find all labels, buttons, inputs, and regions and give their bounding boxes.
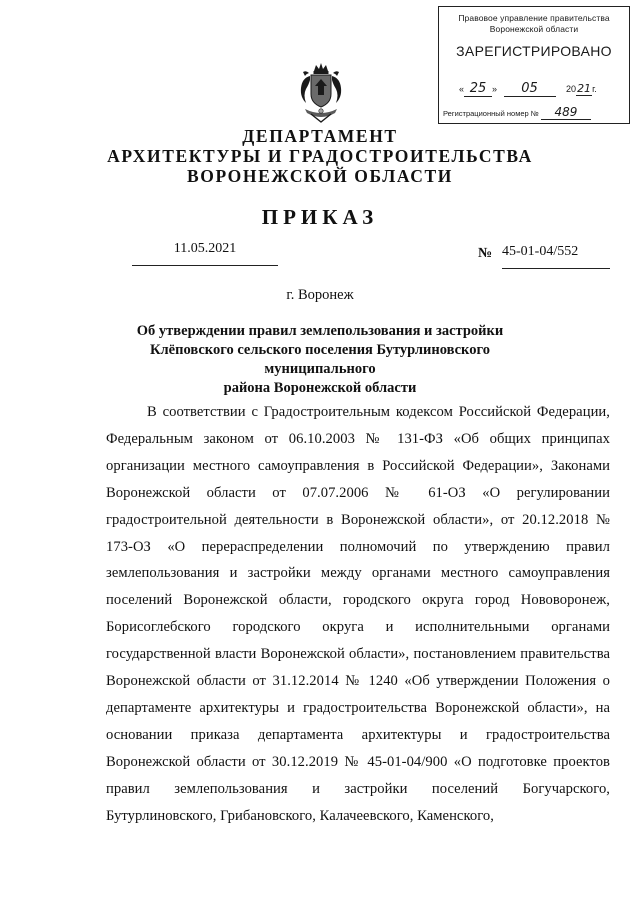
stamp-reg-label: Регистрационный номер № — [443, 109, 539, 118]
number-sign: № — [478, 246, 493, 261]
stamp-org-line-1: Правовое управление правительства — [458, 13, 610, 23]
stamp-date: « 25 » 05 2021г. — [459, 81, 597, 96]
order-subject — [110, 322, 530, 398]
stamp-status: ЗАРЕГИСТРИРОВАНО — [456, 43, 612, 59]
department-line-2: АРХИТЕКТУРЫ И ГРАДОСТРОИТЕЛЬСТВА — [107, 146, 533, 166]
department-line-3: ВОРОНЕЖСКОЙ ОБЛАСТИ — [186, 166, 453, 186]
stamp-organization — [439, 13, 629, 35]
department-line-1: ДЕПАРТАМЕНТ — [242, 126, 398, 146]
subject-line-1: Об утверждении правил землепользования и застройки — [136, 323, 504, 339]
stamp-year-unit: г. — [592, 84, 597, 94]
stamp-day: 25 — [464, 81, 492, 97]
registration-stamp — [438, 6, 630, 124]
stamp-year-prefix: 20 — [566, 84, 577, 94]
stamp-reg-number-row — [443, 105, 627, 120]
stamp-org-line-2: Воронежской области — [489, 24, 579, 34]
stamp-reg-number: 489 — [541, 105, 591, 120]
order-number: 45-01-04/552 — [502, 244, 610, 269]
department-header — [60, 126, 580, 186]
city-line: г. Воронеж — [286, 287, 354, 303]
document-type-title: ПРИКАЗ — [261, 205, 379, 229]
voronezh-coat-of-arms-icon — [297, 62, 345, 124]
subject-line-2: Клёповского сельского поселения Бутурлиновского муниципального — [150, 342, 490, 377]
order-date: 11.05.2021 — [132, 241, 278, 266]
stamp-year-suffix: 21 — [577, 82, 592, 95]
body-paragraph: В соответствии с Градостроительным кодексом Российской Федерации, Федеральным законом от 06.10.2003 № 131-ФЗ «Об общих принципах организации местного самоуправления в Российской Федерации», Законами Воронежской области от 07.07.2006 № 61-ОЗ «О регулировании градостроительной деятельности в Воронежской области», от 20.12.2018 № 173-ОЗ «О перераспределении полномочий по утверждению правил землепользования и застройки между органами местного самоуправления поселений Воронежской области, городского округа город Нововоронеж, Борисоглебского городского округа и исполнительными органами государственной власти Воронежской области», постановлением правительства Воронежской области от 31.12.2014 № 1240 «Об утверждении Положения о департаменте архитектуры и градостроительства Воронежской области», на основании приказа департамента архитектуры и градостроительства Воронежской области от 30.12.2019 № 45-01-04/900 «О подготовке проектов правил землепользования и застройки поселений Богучарского, Бутурлиновского, Грибановского, Калачеевского, Каменского, — [106, 404, 610, 824]
stamp-month: 05 — [504, 81, 556, 97]
subject-line-3: района Воронежской области — [223, 380, 417, 396]
